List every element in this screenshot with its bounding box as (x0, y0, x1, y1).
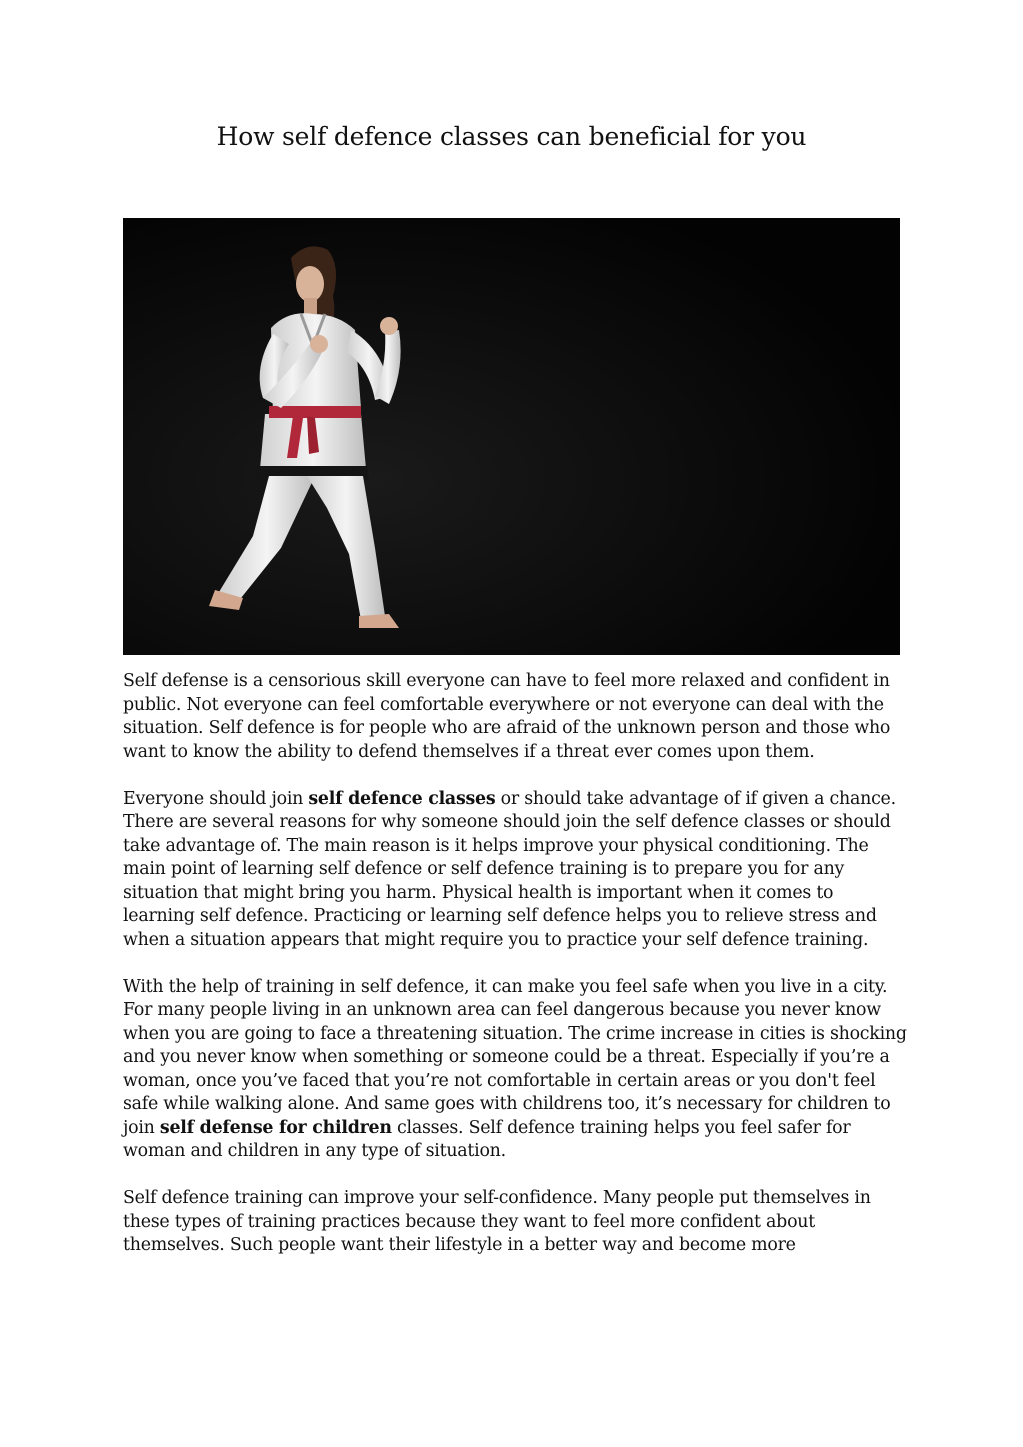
keyword-link-self-defense-for-children[interactable]: self defense for children (159, 1117, 392, 1138)
karate-woman-icon (123, 218, 900, 655)
paragraph-4: Self defence training can improve your self-confidence. Many people put themselves in these types of training practices because they want to feel more confident about themselves. Such people want their lifestyle in a better way and become more (123, 1188, 871, 1255)
keyword-link-self-defence-classes[interactable]: self defence classes (308, 788, 496, 809)
paragraph-2: Everyone should join self defence classes or should take advantage of if given a chance. There are several reasons for why someone should join the self defence classes or should take advantage of. The main reason is it helps improve your physical conditioning. The main point of learning self defence or self defence training is to prepare you for any situation that might bring you harm. Physical health is important when it comes to learning self defence. Practicing or learning self defence helps you to relieve stress and when a situation appears that might require you to practice your self defence training. (123, 788, 896, 950)
paragraph-1: Self defense is a censorious skill everyone can have to feel more relaxed and confident in public. Not everyone can feel comfortable everywhere or not everyone can deal with the situation. Self defence is for people who are afraid of the unknown person and those who want to know the ability to defend themselves if a threat ever comes upon them. (123, 671, 891, 762)
article-body (123, 670, 908, 1281)
paragraph-3: With the help of training in self defence, it can make you feel safe when you live in a city. For many people living in an unknown area can feel dangerous because you never know when you are going to face a threatening situation. The crime increase in cities is shocking and you never know when something or someone could be a threat. Especially if you’re a woman, once you’ve faced that you’re not comfortable in certain areas or you don't feel safe while walking alone. And same goes with childrens too, it’s necessary for children to join self defense for children classes. Self defence training helps you feel safer for woman and children in any type of situation. (123, 976, 907, 1161)
page-title: How self defence classes can beneficial for you (216, 122, 807, 151)
hero-image (123, 218, 900, 655)
